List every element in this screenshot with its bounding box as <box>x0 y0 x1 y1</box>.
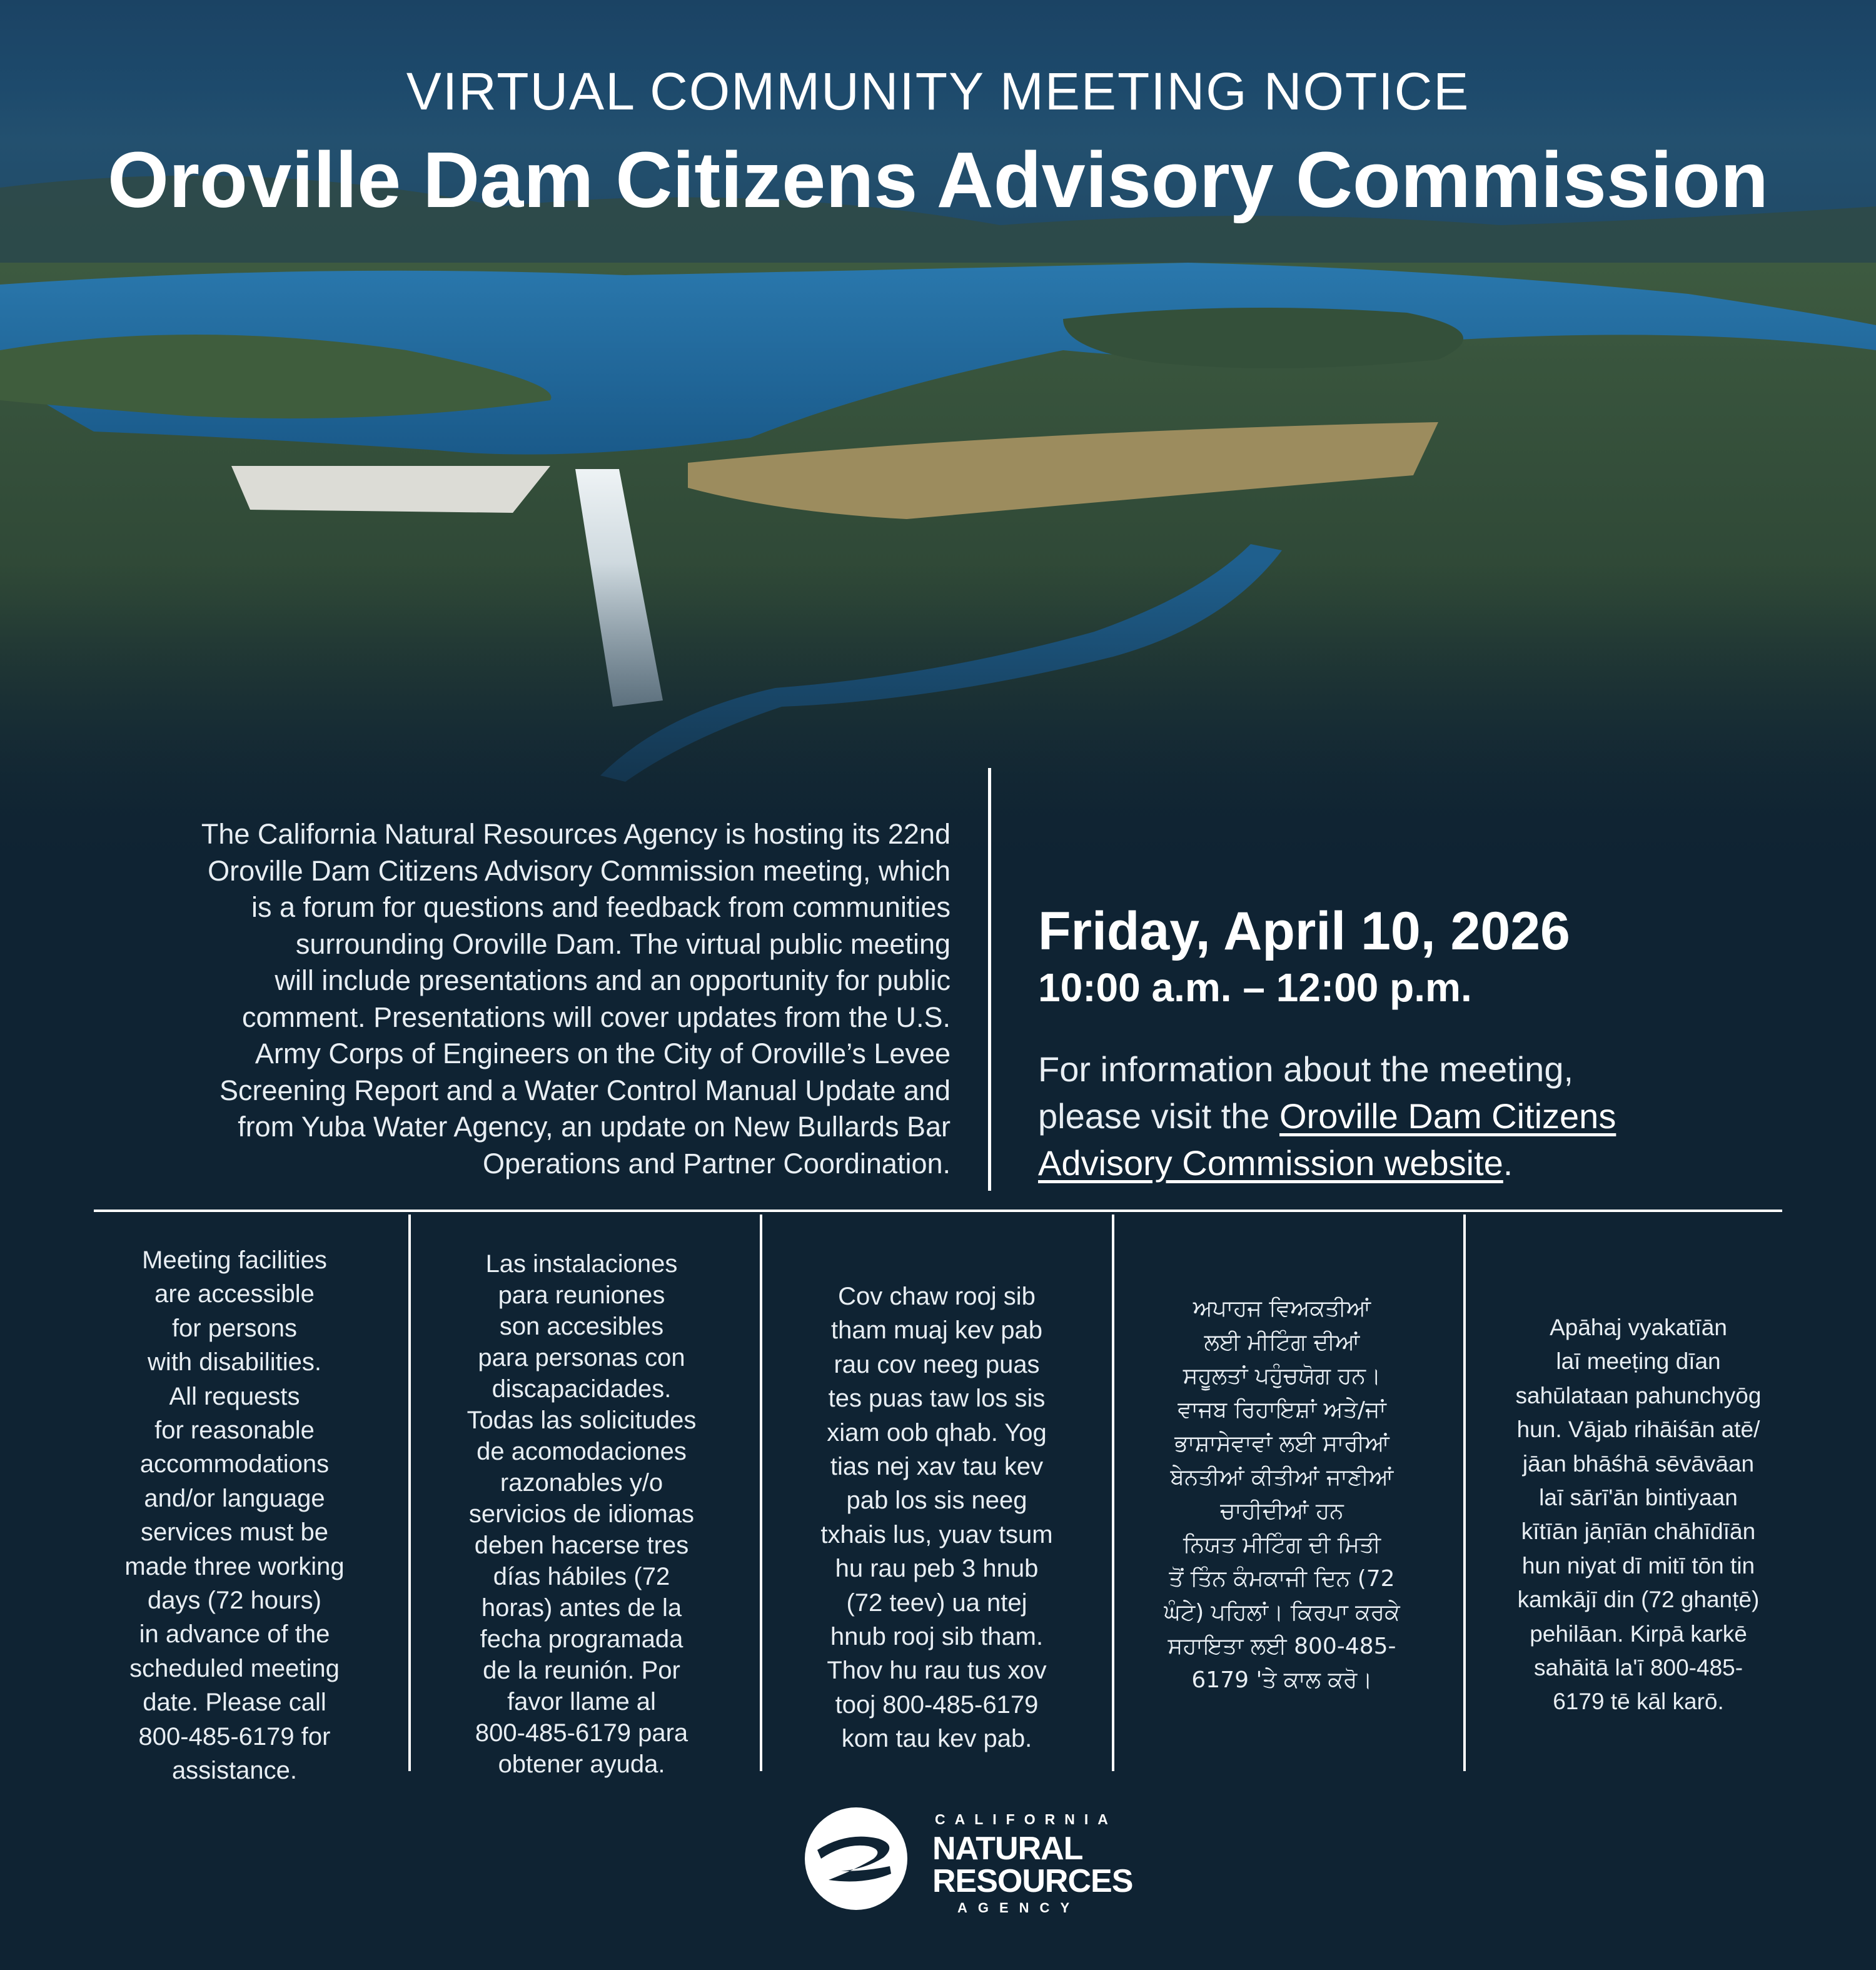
punjabi-line: ਬੇਨਤੀਆਂ ਕੀਤੀਆਂ ਜਾਣੀਆਂ <box>1170 1465 1394 1490</box>
romanized-line: laī sārī'ān bintiyaan <box>1539 1485 1738 1511</box>
spanish-line: para reuniones <box>498 1281 665 1309</box>
accessibility-spanish <box>425 1248 738 1780</box>
romanized-line: laī meeṭing dīan <box>1556 1348 1721 1375</box>
intro-line: Screening Report and a Water Control Manual Update and <box>219 1074 951 1106</box>
emergency-spillway <box>231 466 550 513</box>
vertical-divider <box>988 768 991 1191</box>
intro-line: is a forum for questions and feedback from communities <box>251 891 951 923</box>
commission-website-link-cont[interactable] <box>1038 1143 1503 1183</box>
intro-line: Oroville Dam Citizens Advisory Commission meeting, which <box>208 854 951 887</box>
aerial-photo-header <box>0 0 1876 876</box>
english-line: 800-485-6179 for <box>138 1722 331 1750</box>
info-suffix: . <box>1503 1143 1513 1183</box>
accessibility-punjabi-romanized <box>1470 1311 1807 1719</box>
intro-line: from Yuba Water Agency, an update on New Bullards Bar <box>238 1111 951 1143</box>
english-line: days (72 hours) <box>148 1587 321 1615</box>
spanish-line: discapacidades. <box>492 1375 672 1403</box>
spanish-line: días hábiles (72 <box>493 1563 670 1590</box>
romanized-line: kītīān jāṇīān chāhīdīān <box>1521 1518 1756 1545</box>
hmong-line: (72 teev) ua ntej <box>846 1589 1027 1617</box>
hmong-line: tooj 800-485-6179 <box>835 1690 1039 1719</box>
hmong-line: Thov hu rau tus xov <box>827 1657 1047 1685</box>
info-line-1: For information about the meeting, <box>1038 1049 1574 1089</box>
spanish-line: son accesibles <box>499 1313 664 1340</box>
cnra-logo-mark-icon <box>804 1806 909 1911</box>
english-line: date. Please call <box>143 1689 326 1717</box>
logo-california: CALIFORNIA <box>935 1811 1117 1827</box>
punjabi-line: ਨਿਯਤ ਮੀਟਿੰਗ ਦੀ ਮਿਤੀ <box>1183 1532 1381 1558</box>
meeting-info <box>1038 1046 1807 1186</box>
logo-natural: NATURAL <box>932 1831 1083 1867</box>
cnra-logo <box>804 1806 1141 1919</box>
hmong-line: Cov chaw rooj sib <box>838 1283 1036 1310</box>
english-line: scheduled meeting <box>129 1654 340 1682</box>
romanized-line: Apāhaj vyakatīān <box>1550 1315 1727 1340</box>
punjabi-line: ਅਪਾਹਜ ਵਿਅਕਤੀਆਂ <box>1193 1296 1371 1321</box>
romanized-line: jāan bhāśhā sēvāvāan <box>1522 1450 1755 1477</box>
event-time: 10:00 a.m. – 12:00 p.m. <box>1038 965 1472 1010</box>
intro-paragraph <box>75 816 951 1182</box>
punjabi-line: ਸਹੂਲਤਾਂ ਪਹੁੰਚਯੋਗ ਹਨ। <box>1183 1363 1381 1389</box>
spanish-line: Todas las solicitudes <box>466 1407 697 1434</box>
punjabi-line: ਘੰਟੇ) ਪਹਿਲਾਂ। ਕਿਰਪਾ ਕਰਕੇ <box>1164 1600 1400 1625</box>
event-date: Friday, April 10, 2026 <box>1038 901 1570 961</box>
spanish-line: horas) antes de la <box>481 1594 682 1622</box>
punjabi-line: ਤੋਂ ਤਿੰਨ ਕੰਮਕਾਜੀ ਦਿਨ (72 <box>1169 1566 1395 1592</box>
english-line: for reasonable <box>154 1417 315 1445</box>
hmong-line: rau cov neeg puas <box>834 1350 1040 1378</box>
english-line: are accessible <box>154 1280 315 1308</box>
punjabi-line: ਚਾਹੀਦੀਆਂ ਹਨ <box>1220 1498 1344 1524</box>
intro-line: The California Natural Resources Agency is hosting its 22nd <box>201 818 951 850</box>
spanish-line: deben hacerse tres <box>474 1532 689 1559</box>
intro-line: Operations and Partner Coordination. <box>483 1147 951 1179</box>
spanish-line: servicios de idiomas <box>468 1500 695 1528</box>
english-line: All requests <box>169 1382 300 1410</box>
spanish-line: obtener ayuda. <box>498 1750 665 1778</box>
romanized-line: hun niyat dī mitī tōn tin <box>1521 1552 1755 1579</box>
romanized-line: kamkājī din (72 ghanṭē) <box>1517 1587 1760 1613</box>
spanish-line: razonables y/o <box>500 1469 663 1497</box>
spanish-line: fecha programada <box>480 1625 683 1653</box>
column-divider <box>1112 1215 1114 1771</box>
romanized-line: sahūlataan pahunchyōg <box>1515 1382 1762 1408</box>
english-line: Meeting facilities <box>142 1246 327 1274</box>
accessibility-punjabi <box>1119 1292 1445 1697</box>
commission-website-link-part1[interactable]: Oroville Dam Citizens <box>1279 1096 1616 1136</box>
spanish-line: de la reunión. Por <box>483 1657 680 1684</box>
oroville-dam-aerial-image <box>0 0 1876 876</box>
hmong-line: pab los sis neeg <box>846 1487 1027 1515</box>
hmong-line: xiam oob qhab. Yog <box>827 1418 1047 1447</box>
intro-line: comment. Presentations will cover updates from the U.S. <box>242 1001 951 1033</box>
spanish-line: Las instalaciones <box>485 1250 678 1278</box>
column-divider <box>408 1215 411 1771</box>
punjabi-line: ਲਈ ਮੀਟਿੰਗ ਦੀਆਂ <box>1204 1330 1360 1355</box>
english-line: for persons <box>171 1314 298 1342</box>
spanish-line: para personas con <box>478 1344 685 1371</box>
info-line-2 <box>1038 1093 1807 1139</box>
romanized-line: 6179 tē kāl karō. <box>1553 1689 1724 1715</box>
intro-line: Army Corps of Engineers on the City of Oroville’s Levee <box>255 1038 951 1069</box>
hmong-line: tham muaj kev pab <box>831 1316 1042 1345</box>
english-line: services must be <box>140 1518 329 1547</box>
commission-website-link-part2[interactable]: Advisory Commission website <box>1038 1143 1503 1183</box>
hmong-line: tes puas taw los sis <box>828 1385 1046 1413</box>
column-divider <box>760 1215 762 1771</box>
english-line: accommodations <box>139 1450 330 1478</box>
hmong-line: kom tau kev pab. <box>841 1725 1032 1753</box>
accessibility-hmong <box>774 1280 1099 1756</box>
romanized-line: pehilāan. Kirpā karkē <box>1530 1620 1747 1647</box>
punjabi-line: ਵਾਜਬ ਰਿਹਾਇਸ਼ਾਂ ਅਤੇ/ਜਾਂ <box>1178 1397 1386 1423</box>
hmong-line: tias nej xav tau kev <box>830 1453 1044 1481</box>
page-title: Oroville Dam Citizens Advisory Commission <box>107 136 1769 224</box>
commission-website-link[interactable] <box>1279 1096 1616 1136</box>
logo-resources: RESOURCES <box>932 1863 1133 1899</box>
english-line: and/or language <box>144 1484 325 1512</box>
hmong-line: txhais lus, yuav tsum <box>820 1520 1053 1548</box>
notice-kicker: VIRTUAL COMMUNITY MEETING NOTICE <box>406 62 1470 121</box>
romanized-line: sahāitā la'ī 800-485- <box>1533 1655 1743 1681</box>
english-line: in advance of the <box>139 1620 330 1649</box>
column-divider <box>1463 1215 1466 1771</box>
horizontal-divider <box>94 1210 1782 1212</box>
spanish-line: 800-485-6179 para <box>475 1719 688 1747</box>
english-line: made three working <box>124 1552 345 1580</box>
logo-agency: AGENCY <box>957 1900 1081 1916</box>
english-line: assistance. <box>171 1757 298 1785</box>
spanish-line: favor llame al <box>507 1688 656 1715</box>
hmong-line: hnub rooj sib tham. <box>830 1623 1044 1651</box>
spanish-line: de acomodaciones <box>477 1438 687 1465</box>
english-line: with disabilities. <box>148 1348 321 1376</box>
intro-line: surrounding Oroville Dam. The virtual public meeting <box>295 927 951 960</box>
romanized-line: hun. Vājab rihāiśān atē/ <box>1516 1417 1760 1443</box>
punjabi-line: ਭਾਸ਼ਾਸੇਵਾਵਾਂ ਲਈ ਸਾਰੀਆਂ <box>1174 1431 1389 1457</box>
info-line-3 <box>1038 1139 1807 1186</box>
punjabi-line: ਸਹਾਇਤਾ ਲਈ 800-485- <box>1167 1634 1396 1659</box>
accessibility-english <box>81 1243 388 1788</box>
info-line-2-prefix: please visit the <box>1038 1096 1279 1136</box>
punjabi-line: 6179 'ਤੇ ਕਾਲ ਕਰੋ। <box>1191 1667 1373 1693</box>
intro-line: will include presentations and an opportunity for public <box>275 964 951 996</box>
hmong-line: hu rau peb 3 hnub <box>835 1555 1039 1583</box>
